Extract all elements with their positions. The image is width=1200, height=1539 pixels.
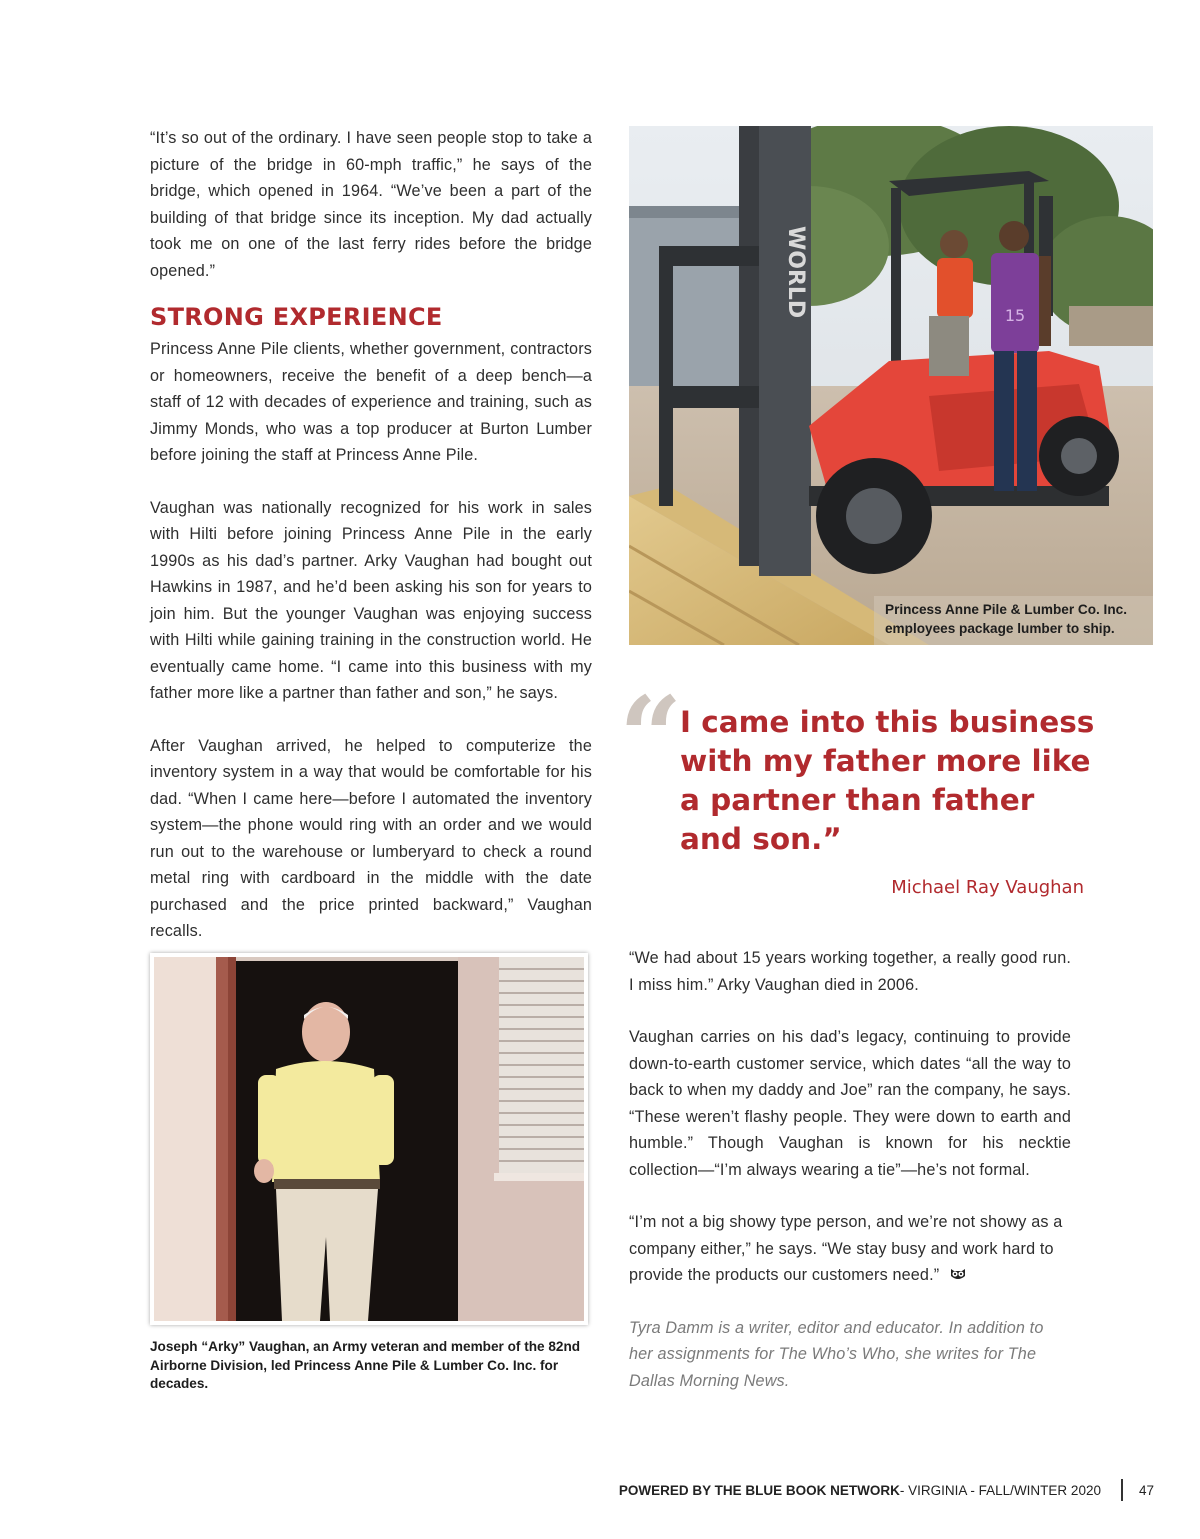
paragraph-showy: [629, 1209, 1071, 1289]
pull-quote: I came into this business with my father more like a partner than father and son.”: [680, 705, 1095, 856]
paragraph-together: “We had about 15 years working together, a really good run. I miss him.” Arky Vaughan died in 2006.: [629, 949, 1071, 994]
left-column-top: [150, 125, 592, 284]
page-footer: [619, 1479, 1154, 1501]
arky-caption: Joseph “Arky” Vaughan, an Army veteran and member of the 82nd Airborne Division, led Princess Anne Pile & Lumber Co. Inc. for decades.: [150, 1339, 581, 1391]
paragraph-showy-text: “I’m not a big showy type person, and we’re not showy as a company either,” he says. “We stay busy and work hard to provide the products our customers need.”: [629, 1213, 1063, 1284]
arky-photo: [150, 953, 588, 1325]
owl-icon: [949, 1267, 967, 1281]
forklift-caption-line2: employees package lumber to ship.: [885, 620, 1115, 636]
quote-mark-icon: “: [619, 672, 683, 801]
section-heading: STRONG EXPERIENCE: [150, 303, 443, 331]
arky-illustration: [154, 957, 584, 1321]
right-column: [629, 945, 1071, 1394]
forklift-illustration: [629, 126, 1153, 645]
left-column-body: [150, 336, 592, 945]
forklift-caption: [885, 601, 1149, 638]
forklift-photo: [629, 126, 1153, 645]
mast-label: WORLD: [783, 226, 808, 319]
paragraph-hilti: Vaughan was nationally recognized for his work in sales with Hilti before joining Princess Anne Pile in the early 1990s as his dad’s partner. Arky Vaughan had bought out Hawkins in 1987, and he’d been asking his son for years to join him. But the younger Vaughan was enjoying success with Hilti while gaining training in the construction world. He eventually came home. “I came into this business with my father more like a partner than father and son,” he says.: [150, 498, 592, 702]
footer-divider: [1121, 1479, 1123, 1501]
paragraph-staff: Princess Anne Pile clients, whether government, contractors or homeowners, receive the benefit of a deep bench—a staff of 12 with decades of experience and training, such as Jimmy Monds, who was a top producer at Burton Lumber before joining the staff at Princess Anne Pile.: [150, 340, 592, 464]
jersey-number: 15: [1004, 306, 1026, 325]
page-number: 47: [1138, 1482, 1154, 1498]
paragraph-legacy: Vaughan carries on his dad’s legacy, continuing to provide down-to-earth customer service, which dates “all the way to back to when my daddy and Joe” ran the company, he says. “These weren’t flashy people. They were down to earth and humble.” Though Vaughan is known for his necktie collection—“I’m always wearing a tie”—he’s not formal.: [629, 1028, 1071, 1179]
footer-edition: - VIRGINIA - FALL/WINTER 2020: [899, 1482, 1101, 1498]
paragraph-bridge: “It’s so out of the ordinary. I have seen people stop to take a picture of the bridge in 60-mph traffic,” he says of the bridge, which opened in 1964. “We’ve been a part of the building of that bridge since its inception. My dad actually took me on one of the last ferry rides before the bridge opened.”: [150, 129, 592, 280]
footer-brand: POWERED BY THE BLUE BOOK NETWORK: [618, 1482, 900, 1498]
pull-quote-attribution: Michael Ray Vaughan: [891, 877, 1084, 898]
forklift-caption-line1: Princess Anne Pile & Lumber Co. Inc.: [885, 602, 1127, 617]
author-bio: Tyra Damm is a writer, editor and educator. In addition to her assignments for The Who’s Who, she writes for The Dallas Morning News.: [629, 1318, 1044, 1390]
paragraph-inventory: After Vaughan arrived, he helped to computerize the inventory system in a way that would be comfortable for his dad. “When I came here—before I automated the inventory system—the phone would ring with an order and we would run out to the warehouse or lumberyard to check a round metal ring with cardboard in the middle with the date purchased and the price printed backward,” Vaughan recalls.: [150, 736, 592, 940]
